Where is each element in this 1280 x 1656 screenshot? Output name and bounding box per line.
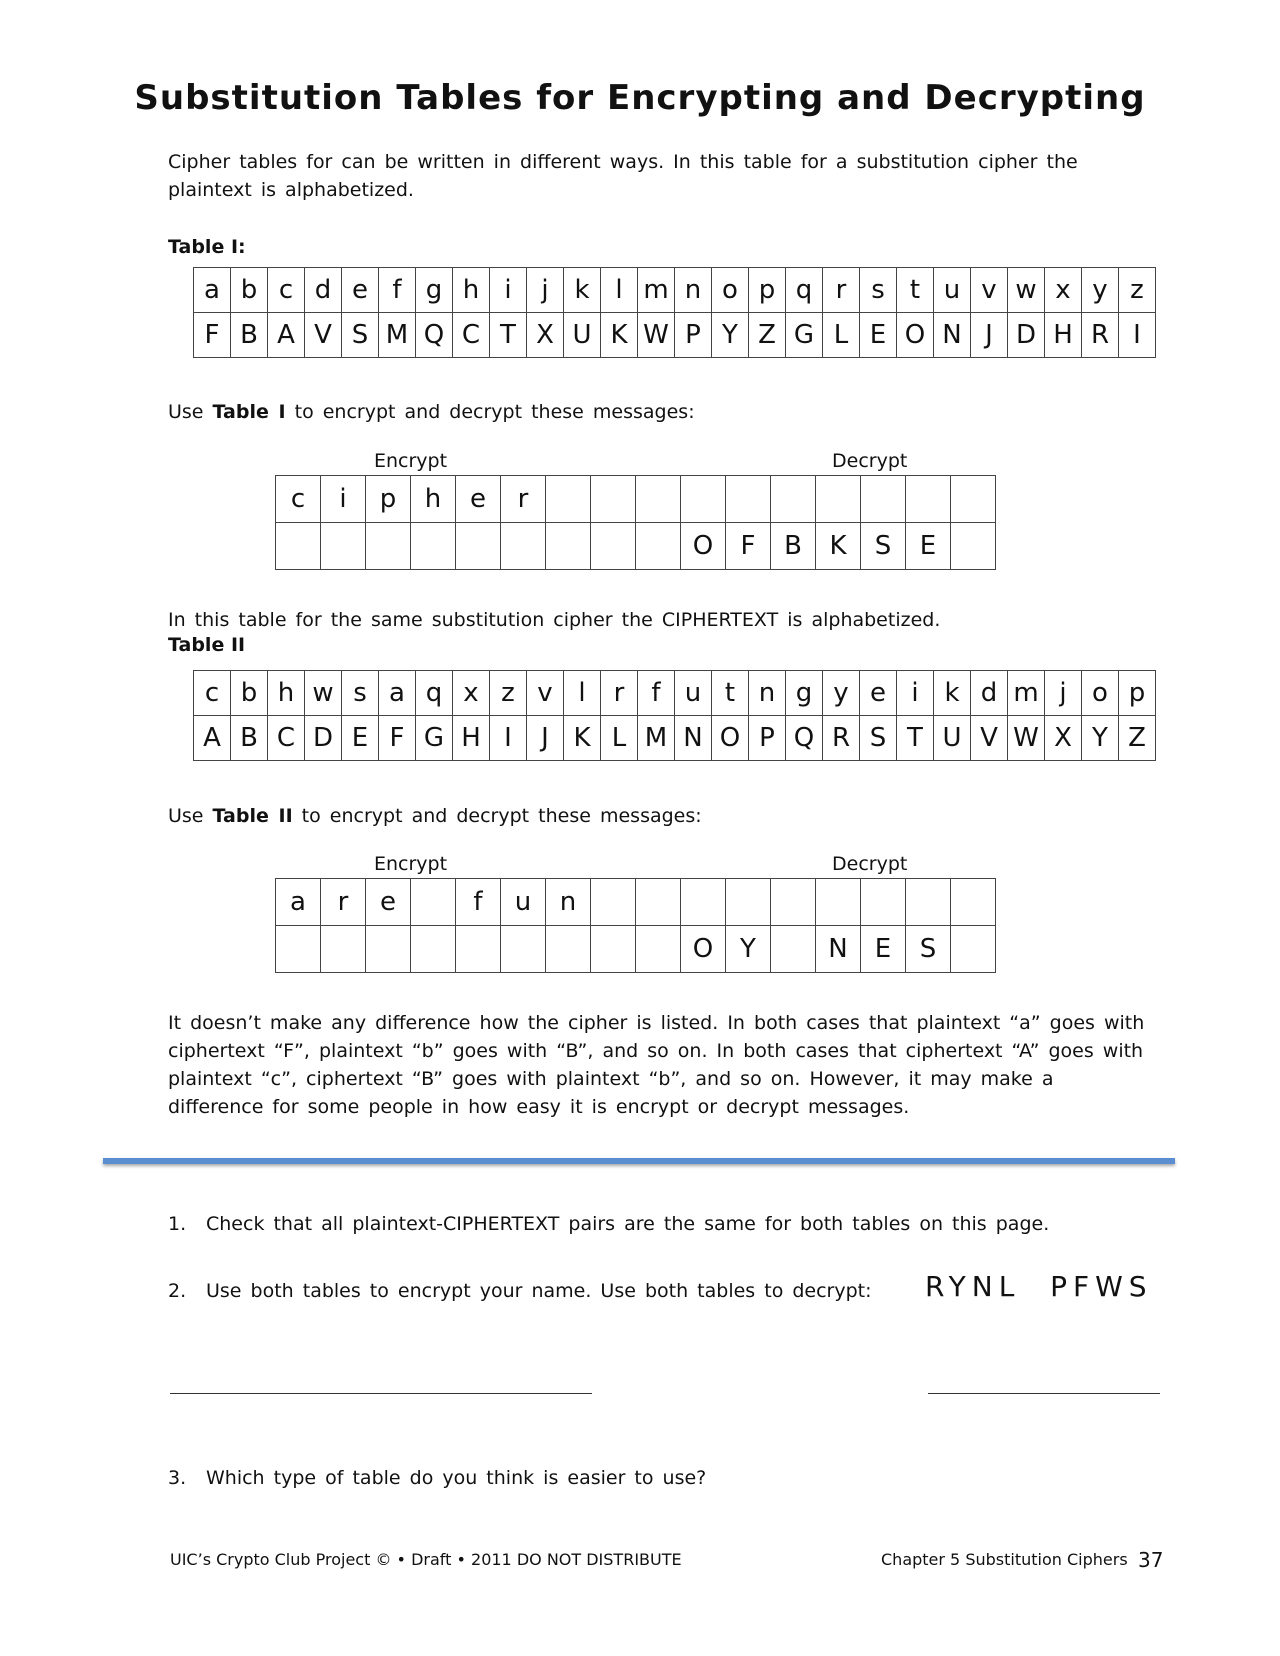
- exercise-cell[interactable]: [636, 476, 681, 523]
- cipher-letter-cell: M: [638, 716, 675, 761]
- plain-letter-cell: k: [564, 268, 601, 313]
- exercise-cell[interactable]: r: [501, 476, 546, 523]
- exercise2-top-row: [276, 879, 996, 926]
- exercise-cell[interactable]: S: [906, 926, 951, 973]
- plain-letter-cell: r: [823, 268, 860, 313]
- cipher-letter-cell: D: [1008, 313, 1045, 358]
- question-1: [168, 1210, 1049, 1238]
- exercise1-grid: [275, 475, 996, 570]
- plain-letter-cell: v: [971, 268, 1008, 313]
- exercise-cell[interactable]: [411, 523, 456, 570]
- exercise2-decrypt-label: Decrypt: [832, 853, 908, 875]
- exercise-cell[interactable]: Y: [726, 926, 771, 973]
- plain-letter-cell: u: [934, 268, 971, 313]
- cipher-letter-cell: O: [712, 716, 749, 761]
- exercise-cell[interactable]: [501, 926, 546, 973]
- table2-plain-row: [194, 671, 1156, 716]
- exercise-cell[interactable]: [951, 879, 996, 926]
- exercise-cell[interactable]: e: [366, 879, 411, 926]
- conclusion-paragraph: It doesn’t make any difference how the cipher is listed. In both cases that plaintext “a” goes with ciphertext “F”, plaintext “b” goes with “B”, and so on. In both cases that ciphertext “A” goes with plaintext “c”, ciphertext “B” goes with plaintext “b”, and so on. However, it may make a difference for some people in how easy it is encrypt or decrypt messages.: [168, 1012, 1145, 1118]
- cipher-letter-cell: W: [638, 313, 675, 358]
- plain-letter-cell: i: [897, 671, 934, 716]
- exercise-cell[interactable]: [906, 879, 951, 926]
- plain-letter-cell: w: [1008, 268, 1045, 313]
- exercise-cell[interactable]: [546, 476, 591, 523]
- exercise-cell[interactable]: [546, 926, 591, 973]
- plain-letter-cell: p: [749, 268, 786, 313]
- exercise-cell[interactable]: E: [906, 523, 951, 570]
- exercise-cell[interactable]: [321, 523, 366, 570]
- question-2: [168, 1277, 872, 1305]
- exercise-cell[interactable]: [861, 476, 906, 523]
- exercise1-encrypt-label: Encrypt: [374, 450, 448, 472]
- cipher-letter-cell: Z: [1119, 716, 1156, 761]
- exercise-cell[interactable]: i: [321, 476, 366, 523]
- plain-letter-cell: m: [1008, 671, 1045, 716]
- cipher-letter-cell: A: [268, 313, 305, 358]
- exercise2-encrypt-label: Encrypt: [374, 853, 448, 875]
- table1-cipher-row: [194, 313, 1156, 358]
- cipher-letter-cell: O: [897, 313, 934, 358]
- exercise-cell[interactable]: [771, 926, 816, 973]
- cipher-letter-cell: Q: [416, 313, 453, 358]
- exercise-cell[interactable]: [636, 523, 681, 570]
- exercise-cell[interactable]: e: [456, 476, 501, 523]
- exercise-cell[interactable]: E: [861, 926, 906, 973]
- cipher-letter-cell: P: [675, 313, 712, 358]
- cipher-letter-cell: A: [194, 716, 231, 761]
- plain-letter-cell: j: [1045, 671, 1082, 716]
- exercise-cell[interactable]: a: [276, 879, 321, 926]
- plain-letter-cell: z: [1119, 268, 1156, 313]
- exercise-cell[interactable]: [366, 926, 411, 973]
- cipher-letter-cell: G: [786, 313, 823, 358]
- exercise1-decrypt-label: Decrypt: [832, 450, 908, 472]
- exercise-cell[interactable]: [501, 523, 546, 570]
- cipher-letter-cell: U: [564, 313, 601, 358]
- cipher-letter-cell: U: [934, 716, 971, 761]
- cipher-letter-cell: E: [860, 313, 897, 358]
- exercise-cell[interactable]: [681, 476, 726, 523]
- plain-letter-cell: g: [786, 671, 823, 716]
- exercise-cell[interactable]: O: [681, 523, 726, 570]
- plain-letter-cell: i: [490, 268, 527, 313]
- plain-letter-cell: z: [490, 671, 527, 716]
- exercise-cell[interactable]: [906, 476, 951, 523]
- exercise-cell[interactable]: F: [726, 523, 771, 570]
- exercise-cell[interactable]: [951, 523, 996, 570]
- cipher-letter-cell: Z: [749, 313, 786, 358]
- exercise2-grid: [275, 878, 996, 973]
- plain-letter-cell: f: [379, 268, 416, 313]
- exercise-cell[interactable]: [591, 476, 636, 523]
- intro-paragraph: Cipher tables for can be written in different ways. In this table for a substitution cipher the plaintext is alphabetized.: [168, 151, 1078, 201]
- footer-left: UIC’s Crypto Club Project © • Draft • 2011 DO NOT DISTRIBUTE: [170, 1550, 682, 1569]
- plain-letter-cell: g: [416, 268, 453, 313]
- exercise-cell[interactable]: [276, 926, 321, 973]
- cipher-letter-cell: Y: [1082, 716, 1119, 761]
- cipher-letter-cell: I: [490, 716, 527, 761]
- cipher-letter-cell: S: [342, 313, 379, 358]
- name-answer-line[interactable]: [170, 1393, 592, 1394]
- exercise-cell[interactable]: [681, 879, 726, 926]
- q1-number: 1.: [168, 1213, 187, 1235]
- q2-number: 2.: [168, 1280, 187, 1302]
- cipher-letter-cell: X: [1045, 716, 1082, 761]
- exercise-cell[interactable]: [861, 879, 906, 926]
- cipher-letter-cell: F: [379, 716, 416, 761]
- exercise1-top-row: [276, 476, 996, 523]
- plain-letter-cell: e: [342, 268, 379, 313]
- exercise-cell[interactable]: c: [276, 476, 321, 523]
- cipher-letter-cell: S: [860, 716, 897, 761]
- use1-pre: Use: [168, 401, 213, 423]
- q1-text: Check that all plaintext-CIPHERTEXT pairs are the same for both tables on this page.: [206, 1213, 1050, 1235]
- table2-cipher-row: [194, 716, 1156, 761]
- cipher-letter-cell: N: [675, 716, 712, 761]
- cipher-letter-cell: V: [971, 716, 1008, 761]
- plain-letter-cell: q: [786, 268, 823, 313]
- exercise-cell[interactable]: [591, 879, 636, 926]
- plain-letter-cell: h: [453, 268, 490, 313]
- intro2-paragraph: In this table for the same substitution cipher the CIPHERTEXT is alphabetized.: [168, 609, 941, 631]
- cipher-letter-cell: T: [897, 716, 934, 761]
- exercise1-bottom-row: [276, 523, 996, 570]
- plain-letter-cell: l: [601, 268, 638, 313]
- plain-letter-cell: b: [231, 268, 268, 313]
- exercise-cell[interactable]: [771, 476, 816, 523]
- exercise-cell[interactable]: [816, 879, 861, 926]
- page-number: 37: [1138, 1548, 1164, 1572]
- plain-letter-cell: t: [897, 268, 934, 313]
- exercise-cell[interactable]: [951, 926, 996, 973]
- exercise-cell[interactable]: [591, 926, 636, 973]
- question-3: [168, 1464, 706, 1492]
- cipher-letter-cell: F: [194, 313, 231, 358]
- plain-letter-cell: l: [564, 671, 601, 716]
- decrypt-answer-line[interactable]: [928, 1393, 1160, 1394]
- exercise-cell[interactable]: h: [411, 476, 456, 523]
- cipher-letter-cell: E: [342, 716, 379, 761]
- exercise-cell[interactable]: [771, 879, 816, 926]
- cipher-letter-cell: J: [527, 716, 564, 761]
- plain-letter-cell: y: [823, 671, 860, 716]
- plain-letter-cell: d: [971, 671, 1008, 716]
- cipher-letter-cell: B: [231, 313, 268, 358]
- cipher-letter-cell: K: [601, 313, 638, 358]
- plain-letter-cell: r: [601, 671, 638, 716]
- table2-substitution: [193, 670, 1156, 761]
- exercise-cell[interactable]: [636, 926, 681, 973]
- exercise-cell[interactable]: [276, 523, 321, 570]
- page-title: Substitution Tables for Encrypting and Decrypting: [134, 78, 1146, 118]
- exercise-cell[interactable]: [456, 926, 501, 973]
- cipher-letter-cell: X: [527, 313, 564, 358]
- cipher-letter-cell: I: [1119, 313, 1156, 358]
- exercise-cell[interactable]: [321, 926, 366, 973]
- plain-letter-cell: s: [342, 671, 379, 716]
- exercise-cell[interactable]: N: [816, 926, 861, 973]
- plain-letter-cell: x: [1045, 268, 1082, 313]
- plain-letter-cell: n: [675, 268, 712, 313]
- exercise-cell[interactable]: [546, 523, 591, 570]
- plain-letter-cell: f: [638, 671, 675, 716]
- exercise2-bottom-row: [276, 926, 996, 973]
- plain-letter-cell: x: [453, 671, 490, 716]
- q3-number: 3.: [168, 1467, 187, 1489]
- cipher-letter-cell: T: [490, 313, 527, 358]
- cipher-letter-cell: C: [453, 313, 490, 358]
- q2-text: Use both tables to encrypt your name. Use both tables to decrypt:: [206, 1280, 872, 1302]
- use-table1-instruction: [168, 398, 695, 426]
- plain-letter-cell: j: [527, 268, 564, 313]
- exercise-cell[interactable]: [366, 523, 411, 570]
- exercise-cell[interactable]: [636, 879, 681, 926]
- cipher-letter-cell: L: [601, 716, 638, 761]
- exercise-cell[interactable]: S: [861, 523, 906, 570]
- cipher-letter-cell: H: [453, 716, 490, 761]
- cipher-letter-cell: Q: [786, 716, 823, 761]
- plain-letter-cell: k: [934, 671, 971, 716]
- plain-letter-cell: a: [194, 268, 231, 313]
- cipher-letter-cell: R: [823, 716, 860, 761]
- cipher-letter-cell: D: [305, 716, 342, 761]
- exercise-cell[interactable]: [591, 523, 636, 570]
- cipher-letter-cell: V: [305, 313, 342, 358]
- exercise-cell[interactable]: [726, 476, 771, 523]
- exercise-cell[interactable]: [951, 476, 996, 523]
- plain-letter-cell: a: [379, 671, 416, 716]
- cipher-letter-cell: G: [416, 716, 453, 761]
- plain-letter-cell: o: [712, 268, 749, 313]
- plain-letter-cell: u: [675, 671, 712, 716]
- plain-letter-cell: c: [268, 268, 305, 313]
- plain-letter-cell: q: [416, 671, 453, 716]
- plain-letter-cell: n: [749, 671, 786, 716]
- plain-letter-cell: t: [712, 671, 749, 716]
- plain-letter-cell: b: [231, 671, 268, 716]
- cipher-letter-cell: P: [749, 716, 786, 761]
- cipher-letter-cell: L: [823, 313, 860, 358]
- plain-letter-cell: c: [194, 671, 231, 716]
- plain-letter-cell: m: [638, 268, 675, 313]
- footer-right: Chapter 5 Substitution Ciphers: [881, 1550, 1128, 1569]
- cipher-letter-cell: K: [564, 716, 601, 761]
- cipher-letter-cell: J: [971, 313, 1008, 358]
- plain-letter-cell: h: [268, 671, 305, 716]
- exercise-cell[interactable]: u: [501, 879, 546, 926]
- cipher-letter-cell: N: [934, 313, 971, 358]
- q2-cipher-text: RYNL PFWS: [925, 1270, 1153, 1303]
- plain-letter-cell: s: [860, 268, 897, 313]
- plain-letter-cell: e: [860, 671, 897, 716]
- table1-label: Table I:: [168, 236, 246, 258]
- exercise-cell[interactable]: [411, 926, 456, 973]
- cipher-letter-cell: C: [268, 716, 305, 761]
- exercise-cell[interactable]: n: [546, 879, 591, 926]
- exercise-cell[interactable]: [411, 879, 456, 926]
- use2-post: to encrypt and decrypt these messages:: [292, 805, 702, 827]
- exercise-cell[interactable]: [456, 523, 501, 570]
- plain-letter-cell: d: [305, 268, 342, 313]
- cipher-letter-cell: M: [379, 313, 416, 358]
- cipher-letter-cell: H: [1045, 313, 1082, 358]
- use1-bold: Table I: [212, 401, 286, 423]
- use1-post: to encrypt and decrypt these messages:: [285, 401, 695, 423]
- plain-letter-cell: p: [1119, 671, 1156, 716]
- cipher-letter-cell: B: [231, 716, 268, 761]
- use-table2-instruction: [168, 802, 702, 830]
- exercise-cell[interactable]: K: [816, 523, 861, 570]
- exercise-cell[interactable]: O: [681, 926, 726, 973]
- exercise-cell[interactable]: f: [456, 879, 501, 926]
- plain-letter-cell: v: [527, 671, 564, 716]
- table2-label: Table II: [168, 634, 246, 656]
- cipher-letter-cell: R: [1082, 313, 1119, 358]
- exercise-cell[interactable]: [816, 476, 861, 523]
- plain-letter-cell: y: [1082, 268, 1119, 313]
- plain-letter-cell: w: [305, 671, 342, 716]
- use2-pre: Use: [168, 805, 213, 827]
- plain-letter-cell: o: [1082, 671, 1119, 716]
- cipher-letter-cell: W: [1008, 716, 1045, 761]
- use2-bold: Table II: [212, 805, 293, 827]
- exercise-cell[interactable]: B: [771, 523, 816, 570]
- table1-substitution: [193, 267, 1156, 358]
- section-divider: [103, 1158, 1175, 1164]
- table1-plain-row: [194, 268, 1156, 313]
- q3-text: Which type of table do you think is easier to use?: [206, 1467, 707, 1489]
- exercise-cell[interactable]: [726, 879, 771, 926]
- exercise-cell[interactable]: p: [366, 476, 411, 523]
- cipher-letter-cell: Y: [712, 313, 749, 358]
- exercise-cell[interactable]: r: [321, 879, 366, 926]
